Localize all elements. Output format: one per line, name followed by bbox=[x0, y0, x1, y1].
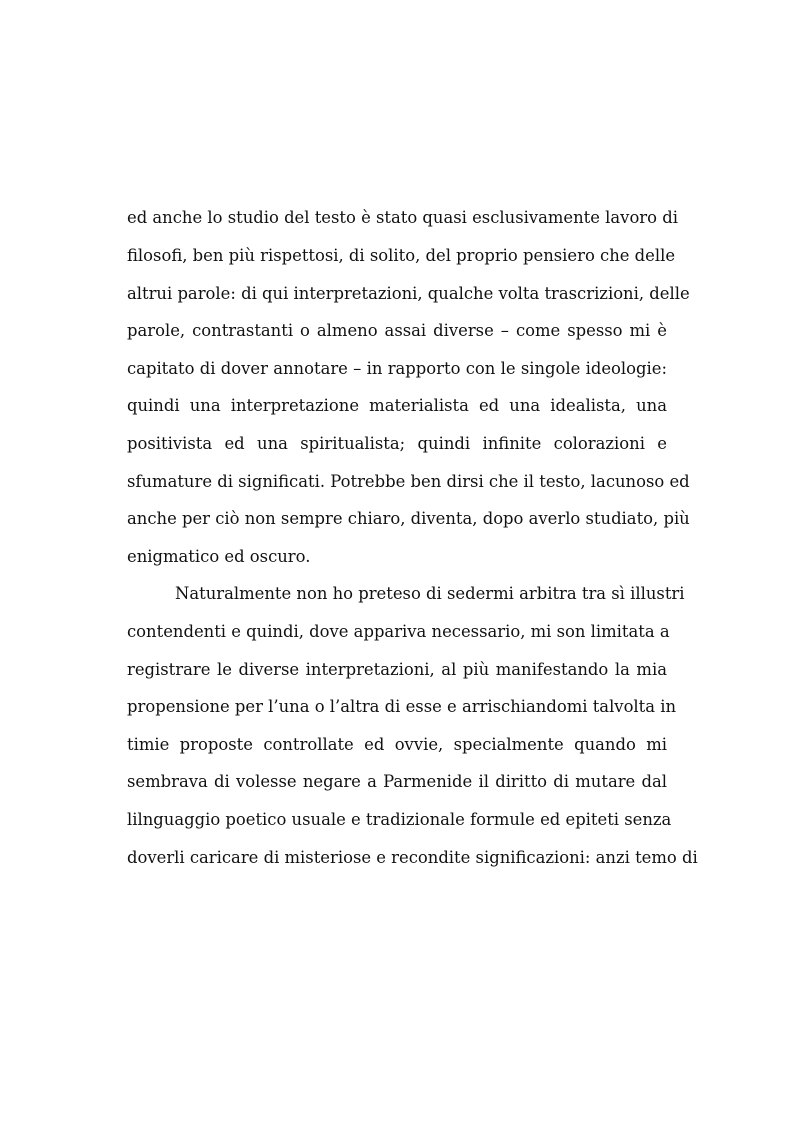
text-line: ed anche lo studio del testo è stato quasi esclusivamente lavoro di bbox=[127, 208, 678, 227]
text-line: doverli caricare di misteriose e recondite significazioni: anzi temo di bbox=[127, 848, 698, 867]
text-line: enigmatico ed oscuro. bbox=[127, 547, 311, 566]
text-line: parole, contrastanti o almeno assai diverse – come spesso mi è bbox=[127, 321, 667, 340]
text-line: sfumature di significati. Potrebbe ben dirsi che il testo, lacunoso ed bbox=[127, 472, 690, 491]
text-line: registrare le diverse interpretazioni, al più manifestando la mia bbox=[127, 660, 667, 679]
text-line: filosofi, ben più rispettosi, di solito, del proprio pensiero che delle bbox=[127, 246, 676, 265]
text-line: contendenti e quindi, dove appariva necessario, mi son limitata a bbox=[127, 622, 670, 641]
text-line: quindi una interpretazione materialista ed una idealista, una bbox=[127, 396, 667, 415]
text-line: lilnguaggio poetico usuale e tradizionale formule ed epiteti senza bbox=[127, 810, 672, 829]
text-line: capitato di dover annotare – in rapporto con le singole ideologie: bbox=[127, 359, 667, 378]
text-line: positivista ed una spiritualista; quindi infinite colorazioni e bbox=[127, 434, 667, 453]
text-line: propensione per l’una o l’altra di esse e arrischiandomi talvolta in bbox=[127, 697, 677, 716]
text-line: anche per ciò non sempre chiaro, diventa, dopo averlo studiato, più bbox=[127, 509, 690, 528]
text-line: sembrava di volesse negare a Parmenide il diritto di mutare dal bbox=[127, 772, 667, 791]
text-line: Naturalmente non ho preteso di sedermi arbitra tra sì illustri bbox=[175, 584, 685, 603]
text-line: altrui parole: di qui interpretazioni, qualche volta trascrizioni, delle bbox=[127, 284, 690, 303]
text-line: timie proposte controllate ed ovvie, specialmente quando mi bbox=[127, 735, 667, 754]
